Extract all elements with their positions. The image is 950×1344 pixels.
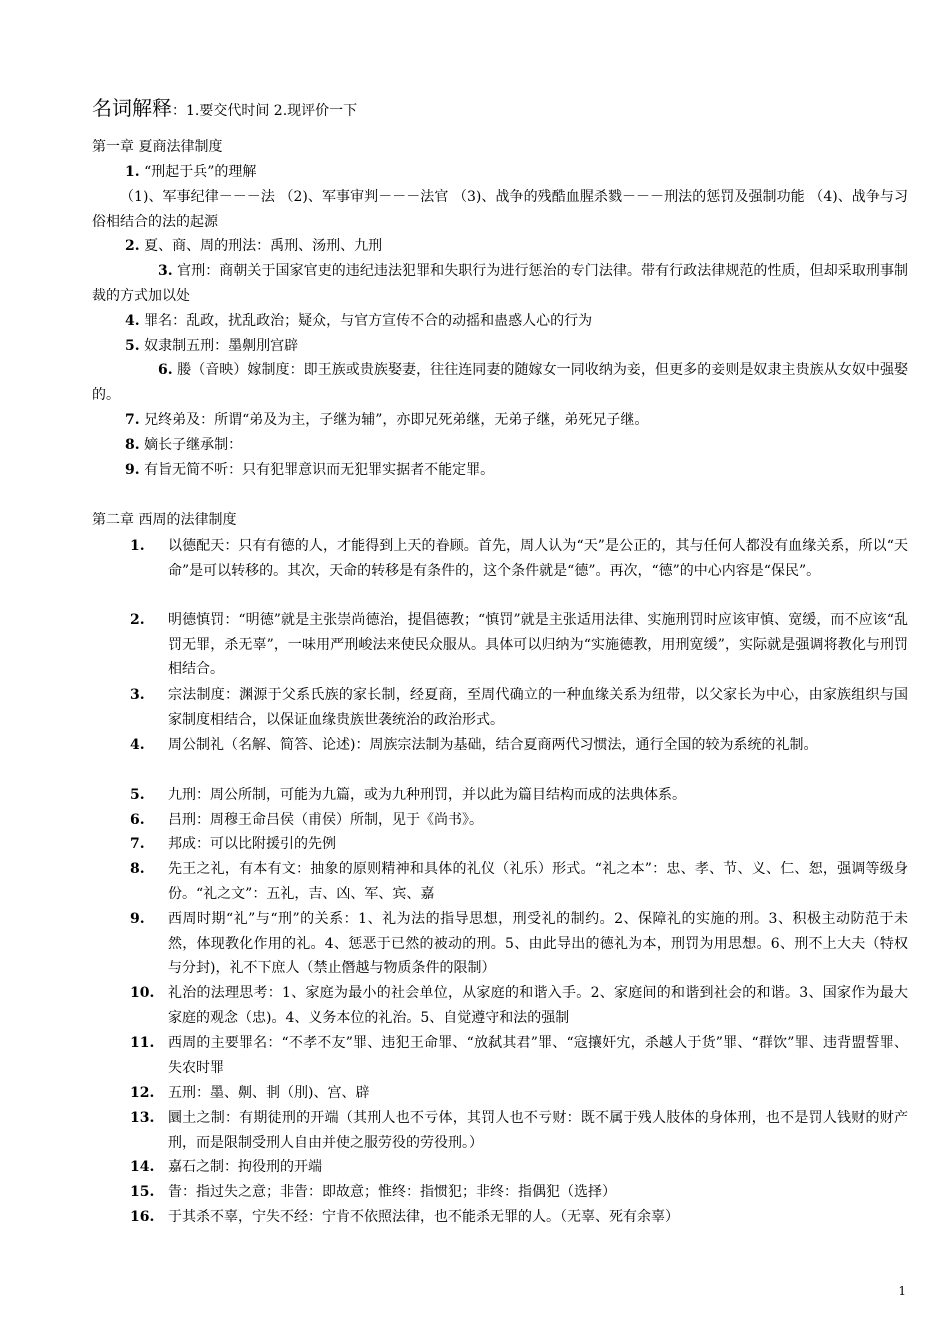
ch1-item-5: 5. 奴隶制五刑：墨劓刖宫辟 [125, 338, 299, 354]
ch2-item-15: 15. 眚：指过失之意；非眚：即故意；惟终：指惯犯；非终：指偶犯（选择） [130, 1184, 616, 1200]
document-title [92, 92, 357, 121]
ch2-item-8: 8. 先王之礼，有本有文：抽象的原则精神和具体的礼仪（礼乐）形式。“礼之本”：忠、孝、节、义、仁、恕，强调等级身份。“礼之文”：五礼，吉、凶、军、宾、嘉 [130, 861, 908, 902]
ch2-item-12: 12. 五刑：墨、劓、剕（刖)、宫、辟 [130, 1085, 370, 1101]
ch2-item-10: 10. 礼治的法理思考：1、家庭为最小的社会单位，从家庭的和谐入手。2、家庭间的和谐到社会的和谐。3、国家作为最大家庭的观念（忠)。4、义务本位的礼治。5、自觉遵守和法的强制 [130, 985, 908, 1026]
chapter-2-heading: 第二章 西周的法律制度 [92, 512, 237, 528]
ch2-item-14: 14. 嘉石之制：拘役刑的开端 [130, 1159, 322, 1175]
ch1-item-6: 6. 媵（音映）嫁制度：即王族或贵族娶妻，往往连同妻的随嫁女一同收纳为妾，但更多的妾则是奴隶主贵族从女奴中强娶的。 [92, 362, 908, 403]
page-number: 1 [898, 1284, 906, 1298]
ch2-item-11: 11. 西周的主要罪名：“不孝不友”罪、违犯王命罪、“放弑其君”罪、“寇攘奸宄，杀越人于货”罪、“群饮”罪、违背盟誓罪、失农时罪 [130, 1035, 908, 1076]
title-subtitle: ：1.要交代时间 2.现评价一下 [172, 103, 358, 119]
ch1-item-3: 3. 官刑：商朝关于国家官吏的违纪违法犯罪和失职行为进行惩治的专门法律。带有行政法律规范的性质，但却采取刑事制裁的方式加以处 [92, 263, 908, 304]
ch1-item-2: 2. 夏、商、周的刑法：禹刑、汤刑、九刑 [125, 238, 383, 254]
ch1-item-1: 1. “刑起于兵”的理解 [125, 164, 257, 180]
ch2-item-1: 1. 以德配天：只有有德的人，才能得到上天的眷顾。首先，周人认为“天”是公正的，其与任何人都没有血缘关系，所以“天命”是可以转移的。其次，天命的转移是有条件的，这个条件就是“德”。再次，“德”的中心内容是“保民”。 [130, 538, 908, 579]
ch1-item-7: 7. 兄终弟及：所谓“弟及为主，子继为辅”，亦即兄死弟继，无弟子继，弟死兄子继。 [125, 412, 649, 428]
ch1-item-4: 4. 罪名：乱政，扰乱政治；疑众，与官方宣传不合的动摇和蛊惑人心的行为 [125, 313, 593, 329]
ch2-item-3: 3. 宗法制度：渊源于父系氏族的家长制，经夏商，至周代确立的一种血缘关系为纽带，以父家长为中心，由家族组织与国家制度相结合，以保证血缘贵族世袭统治的政治形式。 [130, 687, 908, 728]
ch2-item-16: 16. 于其杀不辜，宁失不经：宁肯不依照法律，也不能杀无罪的人。（无辜、死有余辜） [130, 1209, 679, 1225]
ch2-item-5: 5. 九刑：周公所制，可能为九篇，或为九种刑罚，并以此为篇目结构而成的法典体系。 [130, 787, 686, 803]
ch2-item-13: 13. 圜土之制：有期徒刑的开端（其刑人也不亏体，其罚人也不亏财：既不属于残人肢体的身体刑，也不是罚人钱财的财产刑，而是限制受刑人自由并使之服劳役的劳役刑。） [130, 1110, 908, 1151]
ch2-item-2: 2. 明德慎罚：“明德”就是主张崇尚德治，提倡德教；“慎罚”就是主张适用法律、实施刑罚时应该审慎、宽缓，而不应该“乱罚无罪，杀无辜”，一味用严刑峻法来使民众服从。具体可以归纳为“实施德教，用刑宽缓”，实际就是强调将教化与刑罚相结合。 [130, 612, 908, 677]
ch1-item-9: 9. 有旨无简不听：只有犯罪意识而无犯罪实据者不能定罪。 [125, 462, 495, 478]
title-main: 名词解释 [92, 96, 172, 120]
ch2-item-6: 6. 吕刑：周穆王命吕侯（甫侯）所制，见于《尚书》。 [130, 812, 483, 828]
chapter-1-heading: 第一章 夏商法律制度 [92, 139, 223, 155]
ch1-item-1-detail: （1)、军事纪律－－－法 （2)、军事审判－－－法官 （3)、战争的残酷血腥杀戮－－－刑法的惩罚及强制功能 （4)、战争与习俗相结合的法的起源 [92, 189, 908, 230]
ch2-item-9: 9. 西周时期“礼”与“刑”的关系：1、礼为法的指导思想，刑受礼的制约。2、保障礼的实施的刑。3、积极主动防范于未然，体现教化作用的礼。4、惩恶于已然的被动的刑。5、由此导出的德礼为本，刑罚为用思想。6、刑不上大夫（特权与分封)，礼不下庶人（禁止僭越与物质条件的限制） [130, 911, 908, 976]
ch2-item-4: 4. 周公制礼（名解、简答、论述)：周族宗法制为基础，结合夏商两代习惯法，通行全国的较为系统的礼制。 [130, 737, 818, 753]
ch2-item-7: 7. 邦成：可以比附援引的先例 [130, 836, 336, 852]
ch1-item-8: 8. 嫡长子继承制： [125, 437, 243, 453]
